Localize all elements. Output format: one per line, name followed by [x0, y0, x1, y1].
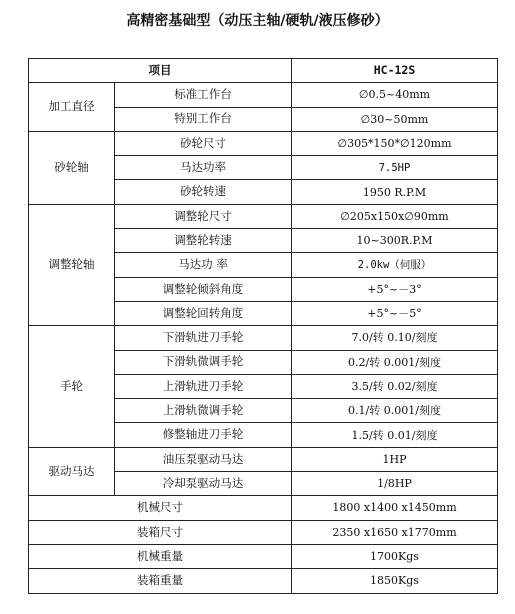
row-label: 装箱尺寸: [29, 520, 292, 544]
row-value: +5°~－5°: [292, 301, 498, 325]
row-value: 1/8HP: [292, 472, 498, 496]
row-value: 1HP: [292, 447, 498, 471]
spec-table: [28, 58, 498, 594]
table-row: [29, 447, 498, 471]
row-label: 上滑轨微调手轮: [115, 399, 292, 423]
table-row: [29, 131, 498, 155]
row-label: 调整轮尺寸: [115, 204, 292, 228]
row-label: 马达功 率: [115, 253, 292, 277]
table-row: [29, 569, 498, 593]
row-value: 7.0/转 0.10/刻度: [292, 326, 498, 350]
header-item: 项目: [29, 59, 292, 83]
row-label: 冷却泵驱动马达: [115, 472, 292, 496]
row-value: 0.1/转 0.001/刻度: [292, 399, 498, 423]
row-label: 调整轮转速: [115, 229, 292, 253]
row-label: 机械尺寸: [29, 496, 292, 520]
row-label: 装箱重量: [29, 569, 292, 593]
group-label: 加工直径: [29, 83, 115, 132]
row-value: ∅30~50mm: [292, 107, 498, 131]
row-label: 修整轴进刀手轮: [115, 423, 292, 447]
row-value: 3.5/转 0.02/刻度: [292, 374, 498, 398]
row-label: 机械重量: [29, 544, 292, 568]
table-header-row: [29, 59, 498, 83]
row-value: 7.5HP: [292, 156, 498, 180]
header-model: HC-12S: [292, 59, 498, 83]
row-label: 砂轮转速: [115, 180, 292, 204]
row-label: 上滑轨进刀手轮: [115, 374, 292, 398]
row-value: 1850Kgs: [292, 569, 498, 593]
row-value: 1.5/转 0.01/刻度: [292, 423, 498, 447]
row-value: ∅305*150*∅120mm: [292, 131, 498, 155]
row-label: 砂轮尺寸: [115, 131, 292, 155]
page-title: 高精密基础型（动压主轴/硬轨/液压修砂）: [126, 13, 389, 29]
row-label: 调整轮倾斜角度: [115, 277, 292, 301]
row-label: 调整轮回转角度: [115, 301, 292, 325]
row-value: 0.2/转 0.001/刻度: [292, 350, 498, 374]
table-row: [29, 204, 498, 228]
row-value: ∅0.5~40mm: [292, 83, 498, 107]
table-row: [29, 326, 498, 350]
row-label: 下滑轨进刀手轮: [115, 326, 292, 350]
group-label: 驱动马达: [29, 447, 115, 496]
row-value: 2.0kw（伺服）: [292, 253, 498, 277]
table-row: [29, 496, 498, 520]
row-label: 下滑轨微调手轮: [115, 350, 292, 374]
row-value: +5°~－3°: [292, 277, 498, 301]
row-label: 特别工作台: [115, 107, 292, 131]
table-row: [29, 520, 498, 544]
row-value: ∅205x150x∅90mm: [292, 204, 498, 228]
row-value: 2350 x1650 x1770mm: [292, 520, 498, 544]
table-row: [29, 544, 498, 568]
group-label: 调整轮轴: [29, 204, 115, 325]
row-label: 马达功率: [115, 156, 292, 180]
group-label: 手轮: [29, 326, 115, 447]
table-row: [29, 83, 498, 107]
row-value: 1700Kgs: [292, 544, 498, 568]
row-value: 1800 x1400 x1450mm: [292, 496, 498, 520]
group-label: 砂轮轴: [29, 131, 115, 204]
row-label: 油压泵驱动马达: [115, 447, 292, 471]
row-value: 1950 R.P.M: [292, 180, 498, 204]
row-label: 标准工作台: [115, 83, 292, 107]
row-value: 10~300R.P.M: [292, 229, 498, 253]
